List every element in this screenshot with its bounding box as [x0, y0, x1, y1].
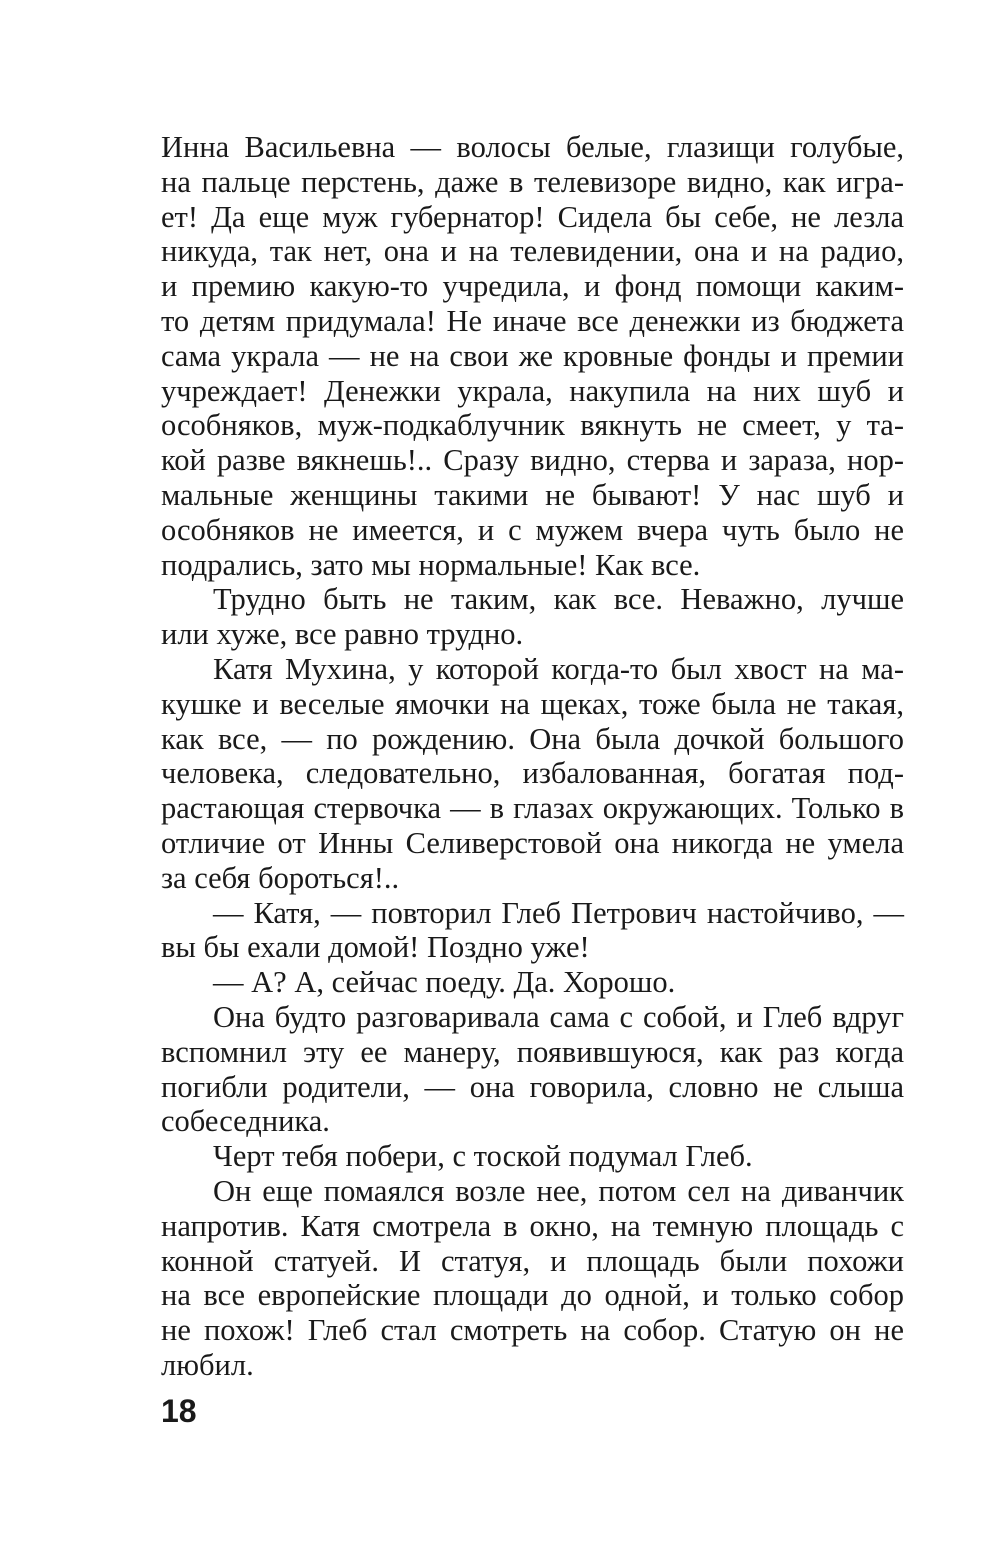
text-line: то детям придумала! Не иначе все денежки из бюджета: [161, 303, 904, 338]
text-line: Трудно быть не таким, как все. Неважно, лучше: [213, 582, 904, 617]
text-line: напротив. Катя смотрела в окно, на темную площадь с: [161, 1208, 904, 1243]
text-line: вы бы ехали домой! Поздно уже!: [161, 930, 590, 965]
text-line: особняков не имеется, и с мужем вчера чуть было не: [161, 512, 904, 547]
text-line: растающая стервочка — в глазах окружающих. Только в: [161, 791, 904, 826]
text-line: Инна Васильевна — волосы белые, глазищи голубые,: [161, 130, 904, 164]
text-line: кой разве вякнешь!.. Сразу видно, стерва и зараза, нор-: [161, 443, 904, 478]
text-line: не похож! Глеб стал смотреть на собор. Статую он не: [161, 1313, 904, 1348]
text-line: Черт тебя побери, с тоской подумал Глеб.: [213, 1139, 753, 1174]
page-body: [161, 130, 904, 1383]
text-line: сама украла — не на свои же кровные фонды и премии: [161, 338, 904, 373]
text-line: как все, — по рождению. Она была дочкой большого: [161, 721, 904, 756]
text-line: особняков, муж-подкаблучник вякнуть не смеет, у та-: [161, 408, 904, 443]
text-line: мальные женщины такими не бывают! У нас шуб и: [161, 477, 904, 512]
text-line: на все европейские площади до одной, и только собор: [161, 1278, 904, 1313]
text-line: любил.: [161, 1347, 254, 1382]
text-line: Катя Мухина, у которой когда-то был хвост на ма-: [213, 651, 904, 686]
text-line: отличие от Инны Селиверстовой она никогда не умела: [161, 825, 904, 860]
text-line: человека, следовательно, избалованная, богатая под-: [161, 756, 904, 791]
text-line: на пальце перстень, даже в телевизоре видно, как игра-: [161, 164, 904, 199]
text-line: ет! Да еще муж губернатор! Сидела бы себе, не лезла: [161, 199, 904, 234]
text-line: Он еще помаялся возле нее, потом сел на диванчик: [213, 1173, 904, 1208]
text-line: вспомнил эту ее манеру, появившуюся, как раз когда: [161, 1034, 904, 1069]
text-line: или хуже, все равно трудно.: [161, 617, 524, 652]
page-number: 18: [161, 1393, 197, 1429]
text-line: погибли родители, — она говорила, словно не слыша: [161, 1069, 904, 1104]
text-line: за себя бороться!..: [161, 860, 400, 895]
text-line: учреждает! Денежки украла, накупила на них шуб и: [161, 373, 904, 408]
text-line: кушке и веселые ямочки на щеках, тоже была не такая,: [161, 686, 904, 721]
text-line: подрались, зато мы нормальные! Как все.: [161, 547, 701, 582]
text-line: собеседника.: [161, 1104, 330, 1139]
text-line: конной статуей. И статуя, и площадь были похожи: [161, 1243, 904, 1278]
text-line: — Катя, — повторил Глеб Петрович настойчиво, —: [213, 895, 904, 930]
text-line: — А? А, сейчас поеду. Да. Хорошо.: [213, 965, 676, 1000]
text-line: никуда, так нет, она и на телевидении, она и на радио,: [161, 234, 904, 269]
text-line: Она будто разговаривала сама с собой, и Глеб вдруг: [213, 999, 904, 1034]
text-line: и премию какую-то учредила, и фонд помощи каким-: [161, 269, 904, 304]
